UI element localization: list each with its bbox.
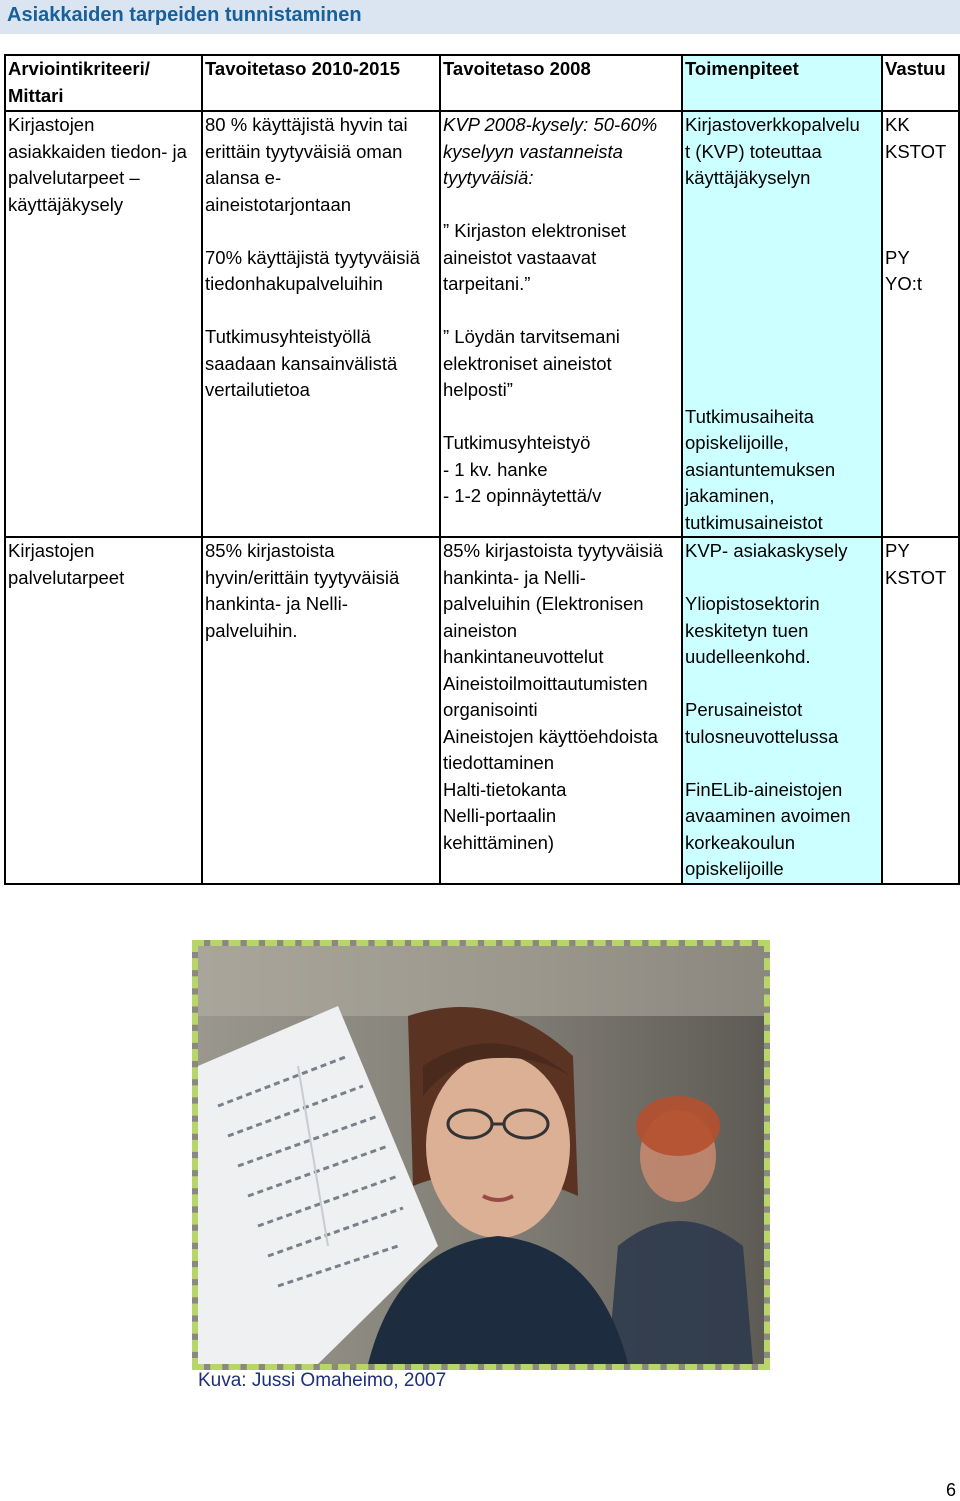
header-target-2010-2015: Tavoitetaso 2010-2015 (202, 55, 440, 111)
row1-target-2010-2015: 80 % käyttäjistä hyvin tai erittäin tyytyväisiä oman alansa e- aineistotarjontaan 70% käyttäjistä tyytyväisiä tiedonhakupalveluihin Tutkimusyhteistyöllä saadaan kansainvälistä vertailutietoa (202, 111, 440, 537)
row1-actions: Kirjastoverkkopalvelu t (KVP) toteuttaa käyttäjäkyselyn Tutkimusaiheita opiskelijoille, asiantuntemuksen jakaminen, tutkimusaineistot (682, 111, 882, 537)
header-criteria: Arviointikriteeri/ Mittari (5, 55, 202, 111)
reader-photo (192, 940, 770, 1370)
row2-actions: KVP- asiakaskysely Yliopistosektorin keskitetyn tuen uudelleenkohd. Perusaineistot tulosneuvottelussa FinELib-aineistojen avaaminen avoimen korkeakoulun opiskelijoille (682, 537, 882, 884)
row2-target-2010-2015: 85% kirjastoista hyvin/erittäin tyytyväisiä hankinta- ja Nelli- palveluihin. (202, 537, 440, 884)
section-title: Asiakkaiden tarpeiden tunnistaminen (0, 0, 960, 34)
row1-target-2008: KVP 2008-kysely: 50-60% kyselyyn vastanneista tyytyväisiä: ” Kirjaston elektroniset aineistot vastaavat tarpeitani.” ” Löydän tarvitsemani elektroniset aineistot helposti” Tutkimusyhteistyö - 1 kv. hanke - 1-2 opinnäytettä/v (440, 111, 682, 537)
table-row (5, 111, 959, 537)
evaluation-table (4, 54, 960, 885)
header-actions: Toimenpiteet (682, 55, 882, 111)
page-number: 6 (945, 1480, 956, 1500)
header-responsibility: Vastuu (882, 55, 959, 111)
table-header-row (5, 55, 959, 111)
reader-photo-illustration (198, 946, 764, 1364)
row1-responsibility: KK KSTOT PY YO:t (882, 111, 959, 537)
table-row (5, 537, 959, 884)
row2-target-2008: 85% kirjastoista tyytyväisiä hankinta- ja Nelli- palveluihin (Elektronisen aineiston hankintaneuvottelut Aineistoilmoittautumisten organisointi Aineistojen käyttöehdoista tiedottaminen Halti-tietokanta Nelli-portaalin kehittäminen) (440, 537, 682, 884)
header-target-2008: Tavoitetaso 2008 (440, 55, 682, 111)
row2-responsibility: PY KSTOT (882, 537, 959, 884)
row2-criteria: Kirjastojen palvelutarpeet (5, 537, 202, 884)
photo-caption: Kuva: Jussi Omaheimo, 2007 (198, 1370, 447, 1391)
row1-criteria: Kirjastojen asiakkaiden tiedon- ja palvelutarpeet – käyttäjäkysely (5, 111, 202, 537)
